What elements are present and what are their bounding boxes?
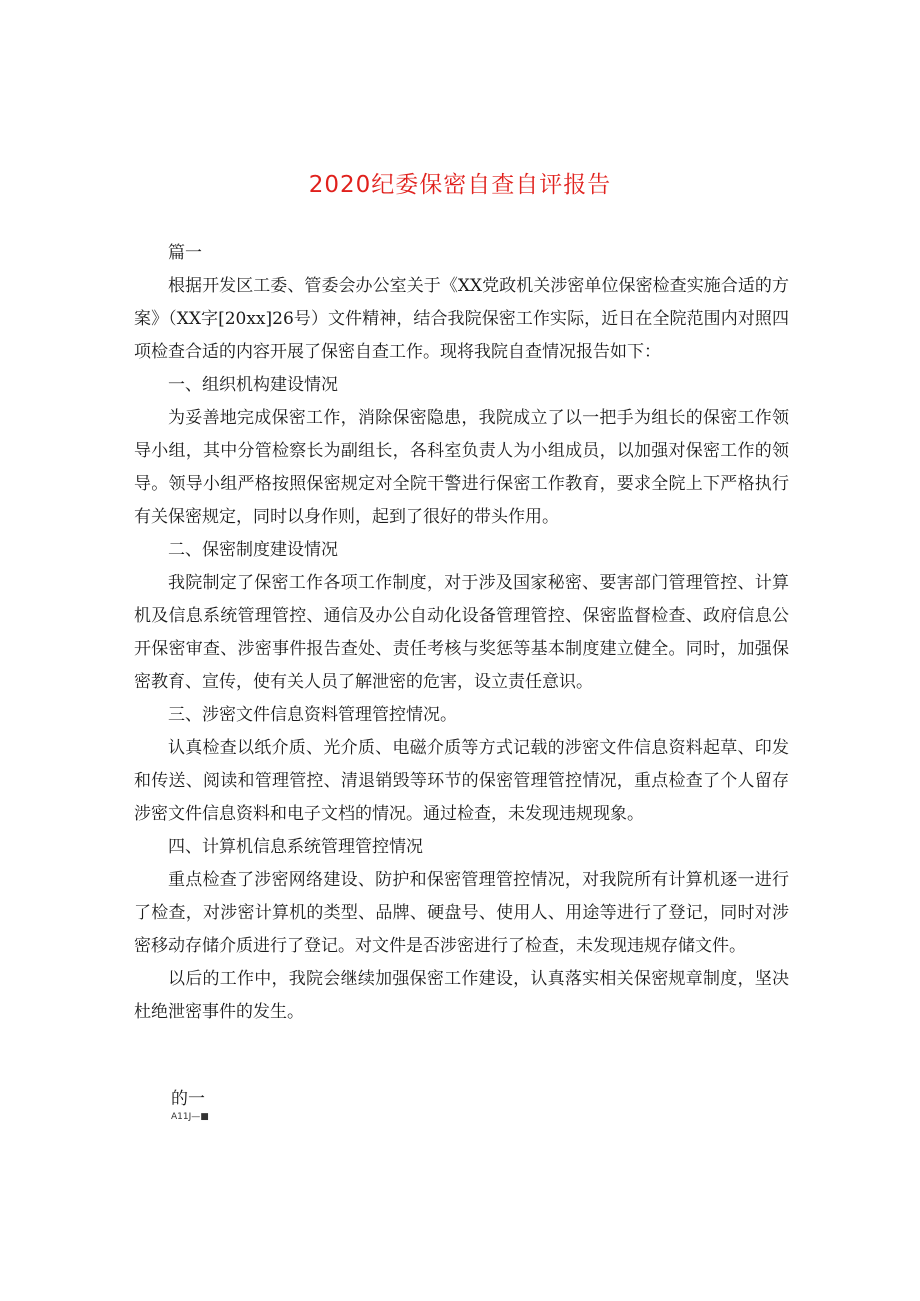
body-paragraph: 为妥善地完成保密工作，消除保密隐患，我院成立了以一把手为组长的保密工作领导小组，其中分管检察长为副组长，各科室负责人为小组成员，以加强对保密工作的领导。领导小组严格按照保密规定对全院干警进行保密工作教育，要求全院上下严格执行有关保密规定，同时以身作则，起到了很好的带头作用。 bbox=[134, 408, 789, 527]
body-paragraph: 以后的工作中，我院会继续加强保密工作建设，认真落实相关保密规章制度，坚决杜绝泄密事件的发生。 bbox=[134, 969, 789, 1022]
body-paragraph: 我院制定了保密工作各项工作制度，对于涉及国家秘密、要害部门管理管控、计算机及信息系统管理管控、通信及办公自动化设备管理管控、保密监督检查、政府信息公开保密审查、涉密事件报告查处、责任考核与奖惩等基本制度建立健全。同时，加强保密教育、宣传，使有关人员了解泄密的危害，设立责任意识。 bbox=[134, 573, 789, 692]
trailing-text: 的一 bbox=[171, 1089, 205, 1109]
document-body bbox=[134, 237, 789, 1029]
body-paragraph: 认真检查以纸介质、光介质、电磁介质等方式记载的涉密文件信息资料起草、印发和传送、阅读和管理管控、清退销毁等环节的保密管理管控情况，重点检查了个人留存涉密文件信息资料和电子文档的情况。通过检查，未发现违规现象。 bbox=[134, 738, 789, 824]
body-paragraph: 根据开发区工委、管委会办公室关于《XX党政机关涉密单位保密检查实施合适的方案》（XX字[20xx]26号）文件精神，结合我院保密工作实际，近日在全院范围内对照四项检查合适的内容开展了保密自查工作。现将我院自查情况报告如下： bbox=[134, 276, 789, 362]
section-heading: 篇一 bbox=[168, 243, 202, 263]
body-paragraph: 重点检查了涉密网络建设、防护和保密管理管控情况，对我院所有计算机逐一进行了检查，对涉密计算机的类型、品牌、硬盘号、使用人、用途等进行了登记，同时对涉密移动存储介质进行了登记。对文件是否涉密进行了检查，未发现违规存储文件。 bbox=[134, 870, 789, 956]
section-heading: 一、组织机构建设情况 bbox=[168, 375, 338, 395]
section-heading: 二、保密制度建设情况 bbox=[168, 540, 338, 560]
section-heading: 三、涉密文件信息资料管理管控情况。 bbox=[168, 705, 457, 725]
trailing-artifact-text: A11J—■ bbox=[171, 1112, 209, 1122]
document-title: 2020纪委保密自查自评报告 bbox=[308, 172, 612, 198]
section-heading: 四、计算机信息系统管理管控情况 bbox=[168, 837, 423, 857]
